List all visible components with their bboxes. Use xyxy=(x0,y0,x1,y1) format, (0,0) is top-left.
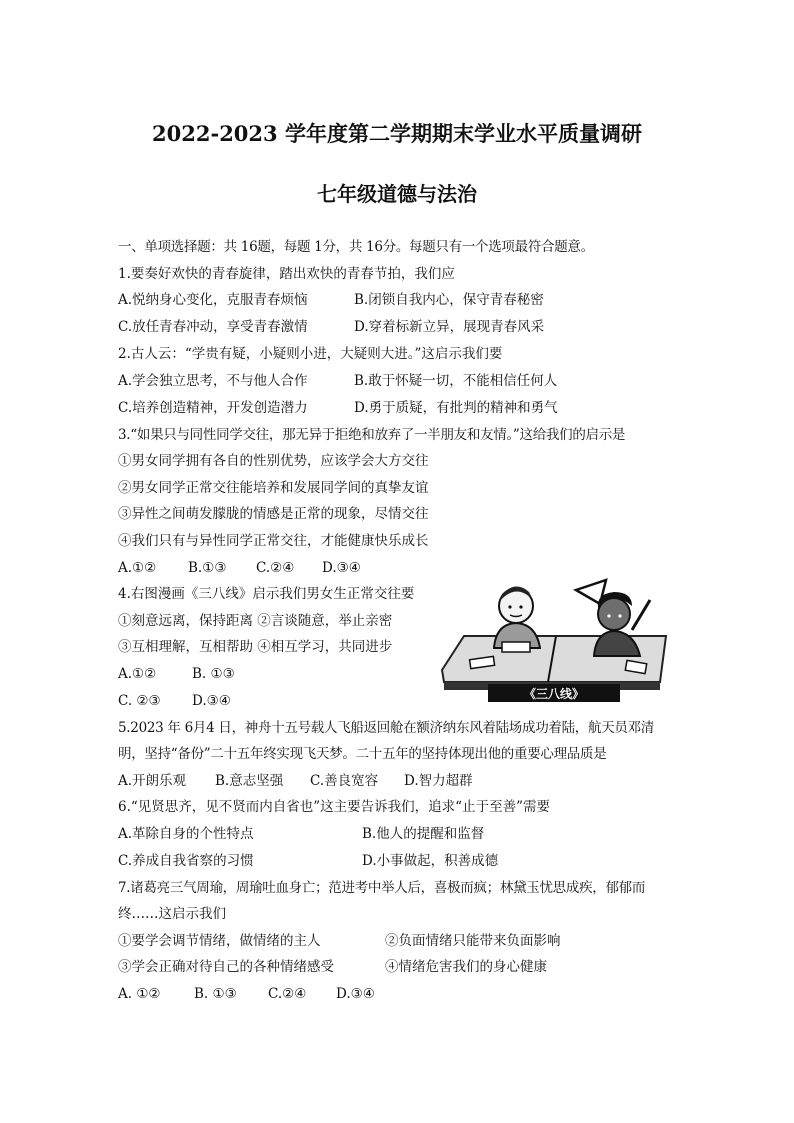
section-heading: 一、单项选择题：共 16题，每题 1分，共 16分。每题只有一个选项最符合题意。 xyxy=(118,239,594,255)
q7-option-d: D.③④ xyxy=(336,986,375,1002)
q1-stem: 1.要奏好欢快的青春旋律，踏出欢快的青春节拍，我们应 xyxy=(118,266,455,282)
q1-option-d: D.穿着标新立异，展现青春风采 xyxy=(354,319,545,335)
q6-option-a: A.革除自身的个性特点 xyxy=(118,826,254,842)
comic-caption: 《三八线》 xyxy=(523,687,585,701)
exam-subtitle: 七年级道德与法治 xyxy=(317,182,477,206)
q5-option-b: B.意志坚强 xyxy=(215,773,284,789)
q4-stem: 4.右图漫画《三八线》启示我们男女生正常交往要 xyxy=(118,586,415,602)
q4-statements-3-4: ③互相理解，互相帮助 ④相互学习，共同进步 xyxy=(118,639,393,655)
q4-option-d: D.③④ xyxy=(192,693,231,709)
q6-option-b: B.他人的提醒和监督 xyxy=(362,826,485,842)
q7-option-c: C.②④ xyxy=(268,986,307,1002)
q1-option-a: A.悦纳身心变化，克服青春烦恼 xyxy=(118,292,308,308)
q2-option-c: C.培养创造精神，开发创造潜力 xyxy=(118,400,308,416)
q6-option-d: D.小事做起，积善成德 xyxy=(362,853,499,869)
q3-statement-1: ①男女同学拥有各自的性别优势，应该学会大方交往 xyxy=(118,453,429,469)
q4-option-a: A.①② xyxy=(118,666,157,682)
girl-body xyxy=(594,631,640,656)
q3-stem: 3.“如果只与同性同学交往，那无异于拒绝和放弃了一半朋友和友情。”这给我们的启示是 xyxy=(118,427,626,443)
comic-sanbaxian-illustration xyxy=(436,578,670,702)
q7-statement-3: ③学会正确对待自己的各种情绪感受 xyxy=(118,959,334,975)
q1-option-c: C.放任青春冲动，享受青春激情 xyxy=(118,319,308,335)
q2-option-d: D.勇于质疑，有批判的精神和勇气 xyxy=(354,400,558,416)
q3-option-a: A.①② xyxy=(118,560,157,576)
q4-option-b: B. ①③ xyxy=(192,666,235,682)
q5-stem-line1: 5.2023 年 6月4 日，神舟十五号载人飞船返回舱在额济纳东风着陆场成功着陆，航天员邓清 xyxy=(118,720,654,736)
girl-arm xyxy=(632,600,650,630)
q6-stem: 6.“见贤思齐，见不贤而内自省也”这主要告诉我们，追求“止于至善”需要 xyxy=(118,799,550,815)
q2-stem: 2.古人云：“学贵有疑，小疑则小进，大疑则大进。”这启示我们要 xyxy=(118,346,503,362)
q7-stem-line2: 终……这启示我们 xyxy=(118,906,226,922)
q4-option-c: C. ②③ xyxy=(118,693,161,709)
q2-option-b: B.敢于怀疑一切，不能相信任何人 xyxy=(354,373,558,389)
q3-statement-2: ②男女同学正常交往能培养和发展同学间的真挚友谊 xyxy=(118,480,429,496)
q5-option-d: D.智力超群 xyxy=(404,773,473,789)
q7-option-a: A. ①② xyxy=(118,986,161,1002)
q3-option-c: C.②④ xyxy=(256,560,295,576)
q7-statement-2: ②负面情绪只能带来负面影响 xyxy=(385,933,561,949)
q7-statement-4: ④情绪危害我们的身心健康 xyxy=(385,959,547,975)
q1-option-b: B.闭锁自我内心，保守青春秘密 xyxy=(354,292,544,308)
q7-statement-1: ①要学会调节情绪，做情绪的主人 xyxy=(118,933,321,949)
q5-option-a: A.开朗乐观 xyxy=(118,773,187,789)
q5-option-c: C.善良宽容 xyxy=(310,773,379,789)
ruler-triangle xyxy=(576,580,606,604)
boy-book xyxy=(502,642,530,652)
q7-option-b: B. ①③ xyxy=(194,986,237,1002)
q4-statements-1-2: ①刻意远离，保持距离 ②言谈随意，举止亲密 xyxy=(118,613,393,629)
q3-option-b: B.①③ xyxy=(188,560,227,576)
q6-option-c: C.养成自我省察的习惯 xyxy=(118,853,254,869)
q3-option-d: D.③④ xyxy=(322,560,361,576)
q3-statement-4: ④我们只有与异性同学正常交往，才能健康快乐成长 xyxy=(118,533,429,549)
q7-stem-line1: 7.诸葛亮三气周瑜，周瑜吐血身亡；范进考中举人后，喜极而疯；林黛玉忧思成疾，郁郁而 xyxy=(118,880,646,896)
q2-option-a: A.学会独立思考，不与他人合作 xyxy=(118,373,308,389)
exam-title: 2022-2023 学年度第二学期期末学业水平质量调研 xyxy=(152,121,642,146)
q3-statement-3: ③异性之间萌发朦胧的情感是正常的现象，尽情交往 xyxy=(118,506,429,522)
q5-stem-line2: 明，坚持“备份”二十五年终实现飞天梦。二十五年的坚持体现出他的重要心理品质是 xyxy=(118,746,607,762)
